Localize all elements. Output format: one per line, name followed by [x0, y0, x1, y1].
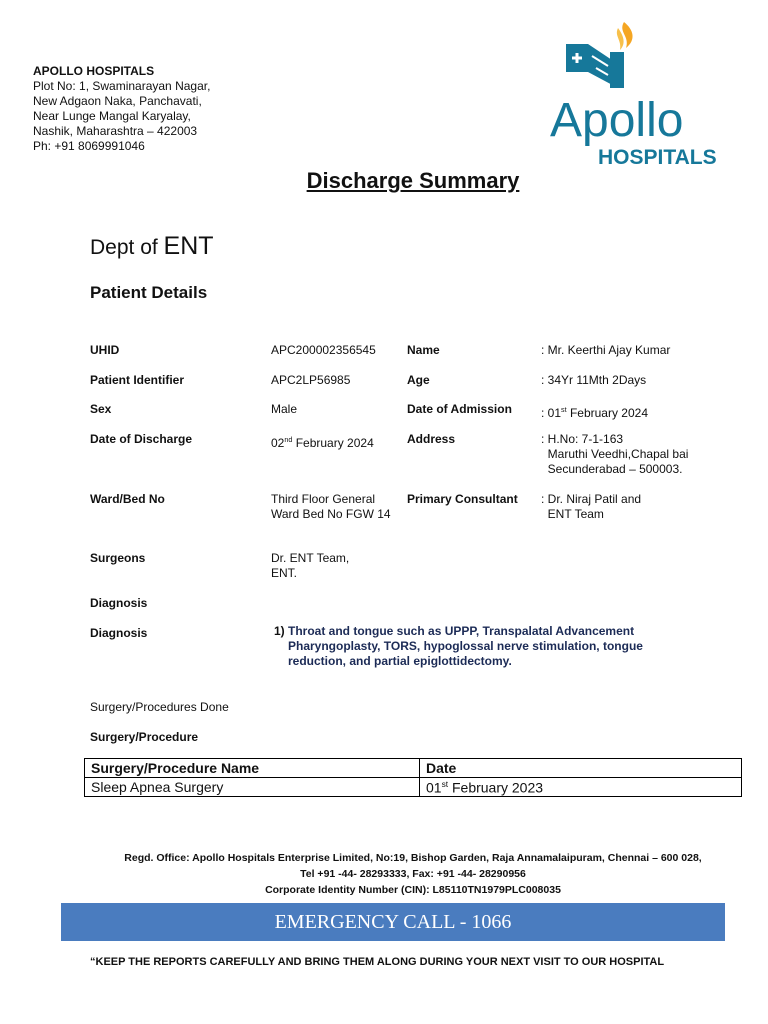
- sex-label: Sex: [90, 402, 112, 416]
- ward-bed-label: Ward/Bed No: [90, 492, 165, 506]
- address-line: New Adgaon Naka, Panchavati,: [33, 94, 202, 108]
- diagnosis-label: Diagnosis: [90, 626, 148, 640]
- col-procedure-name: Surgery/Procedure Name: [85, 759, 420, 778]
- diagnosis-heading: Diagnosis: [90, 596, 148, 610]
- primary-consultant-label: Primary Consultant: [407, 492, 518, 506]
- office-line: Tel +91 -44- 28293333, Fax: +91 -44- 28290956: [300, 868, 526, 880]
- date-of-discharge-value: 02nd February 2024: [271, 435, 374, 450]
- surgeons-value: Dr. ENT Team, ENT.: [271, 551, 350, 580]
- table-header-row: [85, 759, 742, 778]
- table-row: [85, 778, 742, 797]
- department-heading: [90, 232, 214, 261]
- diagnosis-number: 1): [274, 624, 285, 638]
- primary-consultant-value: : Dr. Niraj Patil and ENT Team: [541, 492, 642, 521]
- name-value: : Mr. Keerthi Ajay Kumar: [541, 343, 671, 357]
- patient-identifier-label: Patient Identifier: [90, 373, 185, 387]
- address-line: Plot No: 1, Swaminarayan Nagar,: [33, 79, 211, 93]
- dept-name: ENT: [163, 232, 214, 260]
- diagnosis-line: Throat and tongue such as UPPP, Transpalatal Advancement: [288, 624, 635, 638]
- procedure-section-label: Surgery/Procedure: [90, 730, 199, 744]
- keep-reports-note: “KEEP THE REPORTS CAREFULLY AND BRING THEM ALONG DURING YOUR NEXT VISIT TO OUR HOSPITAL: [90, 956, 665, 968]
- emergency-call-banner: EMERGENCY CALL - 1066: [61, 903, 725, 941]
- dept-prefix: Dept of: [90, 236, 164, 259]
- ward-bed-value: Third Floor General Ward Bed No FGW 14: [271, 492, 391, 521]
- hospital-address-block: [33, 64, 210, 154]
- col-date: Date: [420, 759, 742, 778]
- hospital-name: APOLLO HOSPITALS: [33, 64, 155, 78]
- diagnosis-line: reduction, and partial epiglottidectomy.: [288, 654, 512, 668]
- uhid-label: UHID: [90, 343, 120, 357]
- office-line: Regd. Office: Apollo Hospitals Enterprise Limited, No:19, Bishop Garden, Raja Annamalaipuram, Chennai – 600 028,: [124, 852, 702, 864]
- diagnosis-line: Pharyngoplasty, TORS, hypoglossal nerve stimulation, tongue: [288, 639, 643, 653]
- logo-flame: [622, 22, 632, 48]
- patient-details-heading: Patient Details: [90, 283, 208, 302]
- address-line: Nashik, Maharashtra – 422003: [33, 124, 198, 138]
- logo-subtext: HOSPITALS: [598, 146, 717, 169]
- uhid-value: APC200002356545: [271, 343, 376, 357]
- procedures-table: [84, 758, 742, 797]
- patient-identifier-value: APC2LP56985: [271, 373, 351, 387]
- office-line: Corporate Identity Number (CIN): L85110TN1979PLC008035: [265, 884, 561, 896]
- age-label: Age: [407, 373, 430, 387]
- address-line: Near Lunge Mangal Karyalay,: [33, 109, 191, 123]
- procedures-done-label: Surgery/Procedures Done: [90, 700, 229, 714]
- registered-office: [0, 850, 768, 898]
- procedure-date-cell: 01st February 2023: [420, 778, 742, 797]
- address-phone: Ph: +91 8069991046: [33, 139, 145, 153]
- address-label: Address: [407, 432, 456, 446]
- apollo-logo: [548, 18, 748, 178]
- logo-text: Apollo: [550, 94, 684, 147]
- document-title: Discharge Summary: [306, 168, 520, 193]
- address-value: : H.No: 7-1-163 Maruthi Veedhi,Chapal bai Secunderabad – 500003.: [541, 432, 689, 476]
- diagnosis-text: [274, 624, 714, 669]
- date-of-admission-value: : 01st February 2024: [541, 405, 648, 420]
- surgeons-label: Surgeons: [90, 551, 146, 565]
- name-label: Name: [407, 343, 440, 357]
- date-of-admission-label: Date of Admission: [407, 402, 512, 416]
- sex-value: Male: [271, 402, 298, 416]
- age-value: : 34Yr 11Mth 2Days: [541, 373, 647, 387]
- procedure-name-cell: Sleep Apnea Surgery: [85, 778, 420, 797]
- date-of-discharge-label: Date of Discharge: [90, 432, 193, 446]
